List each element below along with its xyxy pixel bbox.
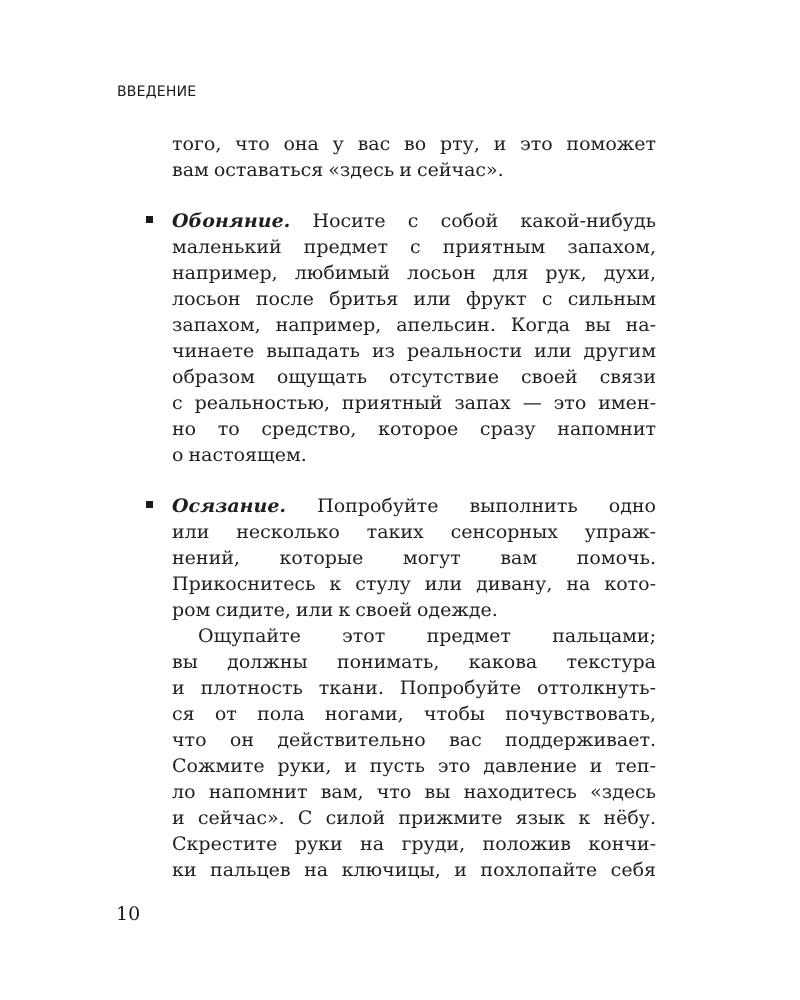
term-label: Осязание. (172, 495, 287, 517)
text-line: но то средство, которое сразу напомнит (172, 418, 656, 440)
text-line: того, что она у вас во рту, и это поможет (172, 133, 656, 155)
bullet-item-smell (172, 208, 656, 468)
text-line: ром сидите, или к своей одежде. (172, 599, 498, 621)
text-line: Сожмите руки, и пусть это давление и теп- (172, 755, 656, 777)
text-line: Прикоснитесь к стулу или дивану, на кото- (172, 573, 656, 595)
text-line: чинаете выпадать из реальности или другим (172, 340, 656, 362)
text-line: лосьон после бритья или фрукт с сильным (172, 288, 656, 310)
text-line: Ощупайте этот предмет пальцами; (198, 625, 656, 647)
text-fragment: Попробуйте выполнить одно (317, 495, 656, 517)
text-line: например, любимый лосьон для рук, духи, (172, 262, 656, 284)
text-line: запахом, например, апельсин. Когда вы на- (172, 314, 656, 336)
text-line: вам оставаться «здесь и сейчас». (172, 159, 504, 181)
text-line: вы должны понимать, какова текстура (172, 651, 656, 673)
text-line: маленький предмет с приятным запахом, (172, 236, 656, 258)
text-line: и сейчас». С силой прижмите язык к нёбу. (172, 807, 656, 829)
page-number: 10 (116, 903, 141, 925)
text-line: ло напомнит вам, что вы находитесь «здесь (172, 781, 656, 803)
text-line: Скрестите руки на груди, положив кончи- (172, 833, 656, 855)
bullet-item-touch (172, 493, 656, 883)
text-line: или несколько таких сенсорных упраж- (172, 521, 656, 543)
running-head: ВВЕДЕНИЕ (117, 84, 197, 100)
text-line (172, 208, 656, 234)
text-line: ся от пола ногами, чтобы почувствовать, (172, 703, 656, 725)
text-line: нений, которые могут вам помочь. (172, 547, 656, 569)
text-line: с реальностью, приятный запах — это имен- (172, 392, 656, 414)
continuation-paragraph (172, 131, 656, 183)
text-line: ки пальцев на ключицы, и похлопайте себя (172, 859, 656, 881)
text-fragment: Носите с собой какой-нибудь (312, 210, 656, 232)
text-line: образом ощущать отсутствие своей связи (172, 366, 656, 388)
text-line (172, 493, 656, 519)
text-line: о настоящем. (172, 444, 307, 466)
term-label: Обоняние. (172, 210, 291, 232)
bullet-marker (146, 216, 153, 223)
text-line: и плотность ткани. Попробуйте оттолкнуть- (172, 677, 656, 699)
bullet-marker (146, 501, 153, 508)
text-line: что он действительно вас поддерживает. (172, 729, 656, 751)
